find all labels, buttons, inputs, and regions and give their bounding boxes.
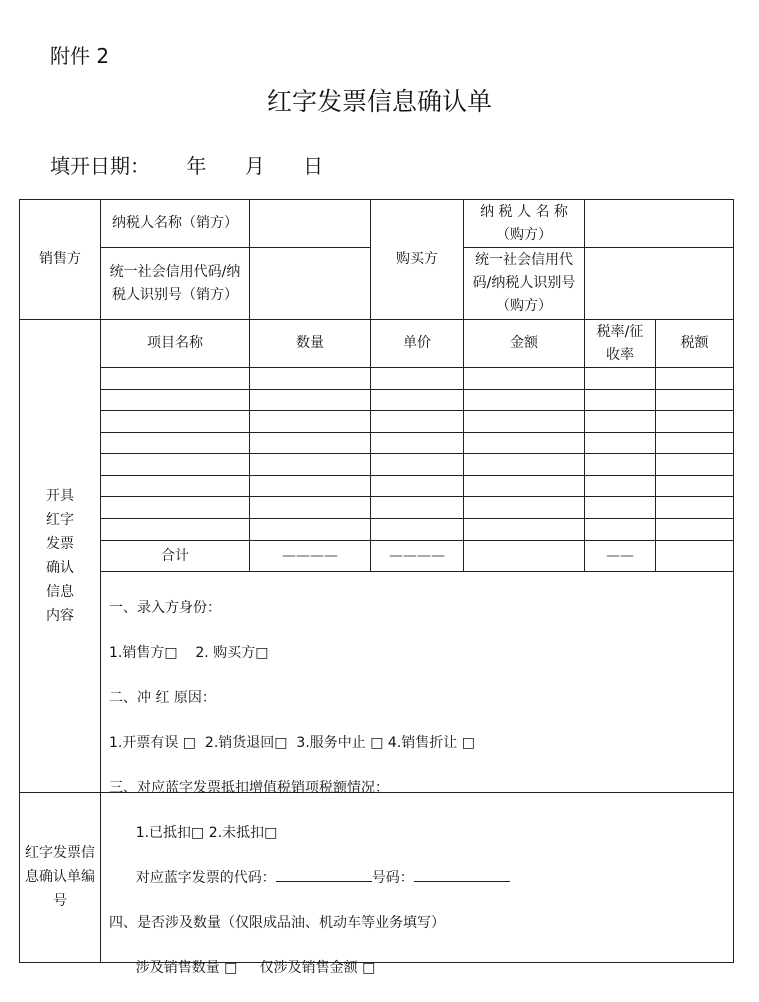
grid-line: [100, 432, 734, 433]
blue-invoice-number-label: 号码：: [371, 869, 414, 886]
buyer-code-field[interactable]: [585, 248, 733, 319]
seller-code-field[interactable]: [250, 248, 370, 319]
seller-code-label: 统一社会信用代码/纳税人识别号（销方）: [109, 263, 241, 303]
fill-date-day: 日: [303, 154, 324, 178]
option-reason-heading: 二、冲 红 原因：: [109, 689, 216, 706]
confirmation-number-label: 红字发票信息确认单编号: [25, 845, 95, 909]
option-deduction-heading: 三、对应蓝字发票抵扣增值税销项税额情况：: [109, 779, 389, 796]
option-reason-choices[interactable]: 1.开票有误 □ 2.销货退回□ 3.服务中止 □ 4.销售折让 □: [109, 734, 475, 751]
header-quantity: 数量: [296, 335, 324, 351]
fill-date: [50, 150, 323, 179]
grid-line: [100, 453, 734, 454]
buyer-name-field[interactable]: [585, 200, 733, 247]
page-title: 红字发票信息确认单: [266, 87, 492, 116]
header-item-name: 项目名称: [147, 335, 203, 351]
buyer-name-label: 纳 税 人 名 称（购方）: [480, 203, 568, 243]
option-quantity-choices[interactable]: 涉及销售数量 □ 仅涉及销售金额 □: [109, 959, 376, 976]
header-amount: 金额: [510, 335, 538, 351]
content-section-label: 开具红字发票确认信息内容: [46, 488, 74, 624]
grid-line: [100, 496, 734, 497]
option-entrant-choices[interactable]: 1.销售方□ 2. 购买方□: [109, 644, 269, 661]
total-price-dash: ————: [389, 547, 445, 564]
option-entrant-heading: 一、录入方身份：: [109, 599, 221, 616]
grid-line: [100, 475, 734, 476]
attachment-label: 附件 2: [50, 44, 110, 68]
total-label: 合计: [161, 547, 189, 564]
grid-line: [100, 389, 734, 390]
header-unit-price: 单价: [403, 335, 431, 351]
seller-name-field[interactable]: [250, 200, 370, 247]
grid-line: [100, 367, 734, 368]
blue-invoice-code-label: 对应蓝字发票的代码：: [109, 869, 276, 886]
fill-date-year: 年: [186, 154, 207, 178]
total-rate-dash: ——: [606, 547, 634, 564]
seller-name-label: 纳税人名称（销方）: [112, 215, 238, 231]
grid-line: [100, 518, 734, 519]
fill-date-label: 填开日期：: [50, 154, 150, 178]
buyer-section-label: 购买方: [396, 251, 438, 267]
header-tax-amount: 税额: [680, 335, 709, 351]
seller-section-label: 销售方: [39, 251, 81, 267]
grid-line: [100, 571, 734, 572]
option-deduction-choices[interactable]: 1.已抵扣□ 2.未抵扣□: [109, 824, 278, 841]
total-quantity-dash: ————: [282, 547, 338, 564]
fill-date-month: 月: [244, 154, 265, 178]
option-quantity-heading: 四、是否涉及数量（仅限成品油、机动车等业务填写）: [109, 914, 445, 931]
confirmation-number-field[interactable]: [101, 793, 733, 961]
grid-line: [100, 410, 734, 411]
header-tax-rate: 税率/征收率: [596, 323, 644, 363]
buyer-code-label: 统一社会信用代码/纳税人识别号（购方）: [472, 252, 576, 314]
grid-line: [733, 199, 734, 963]
